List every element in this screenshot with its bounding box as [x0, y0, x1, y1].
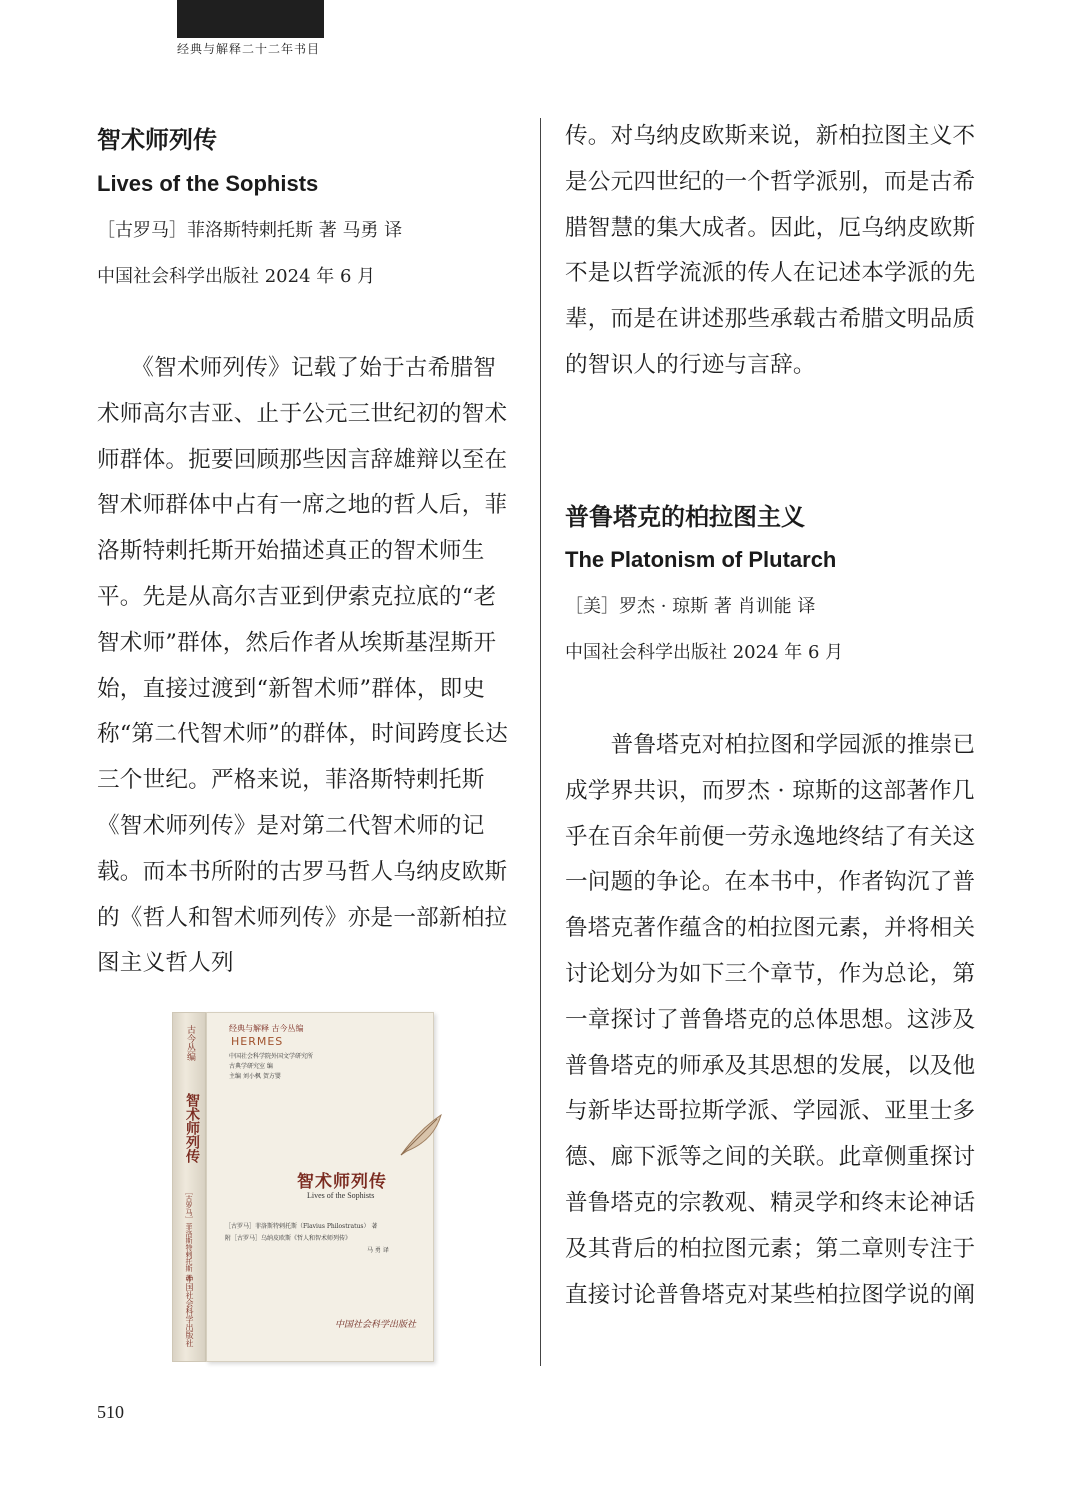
cover-institute-1: 中国社会科学院外国文学研究所 [229, 1053, 314, 1060]
book-title-cn-2: 普鲁塔克的柏拉图主义 [565, 503, 805, 531]
column-divider [540, 118, 541, 1366]
book-front-cover [206, 1012, 434, 1362]
author-translator-line: ［古罗马］菲洛斯特剌托斯 著 马勇 译 [97, 220, 403, 241]
cover-series: 经典与解释 古今丛编 [229, 1024, 304, 1033]
spine-series: 古今丛编 [185, 1025, 195, 1061]
book-cover-image [172, 1012, 434, 1362]
book-description-2: 普鲁塔克对柏拉图和学园派的推崇已成学界共识，而罗杰 · 琼斯的这部著作几乎在百余年前便一劳永逸地终结了有关这一问题的争论。在本书中，作者钩沉了普鲁塔克著作蕴含的柏拉图元素，并将相关讨论划分为如下三个章节，作为总论，第一章探讨了普鲁塔克的总体思想。这涉及普鲁塔克的师承及其思想的发展，以及他与新毕达哥拉斯学派、学园派、亚里士多德、廊下派等之间的关联。此章侧重探讨普鲁塔克的宗教观、精灵学和终末论神话及其背后的柏拉图元素；第二章则专注于直接讨论普鲁塔克对某些柏拉图学说的阐 [565, 732, 976, 1308]
cover-author-line-2: 附［古罗马］乌纳皮欧斯《哲人和智术师列传》 [225, 1235, 352, 1242]
continued-description: 传。对乌纳皮欧斯来说，新柏拉图主义不是公元四世纪的一个哲学派别，而是古希腊智慧的集大成者。因此，厄乌纳皮欧斯不是以哲学流派的传人在记述本学派的先辈，而是在讲述那些承载古希腊文明品质的智识人的行迹与言辞。 [565, 123, 976, 378]
book-spine [172, 1012, 206, 1362]
cover-editors: 主编 刘小枫 贺方婴 [229, 1073, 281, 1080]
book-title-cn: 智术师列传 [97, 126, 217, 154]
cover-publisher: 中国社会科学出版社 [335, 1320, 417, 1330]
page-number: 510 [97, 1402, 124, 1422]
spine-title: 智术师列传 [184, 1093, 200, 1163]
series-header-text: 经典与解释二十二年书目 [177, 42, 321, 56]
cover-hermes-logo: HERMES [231, 1035, 284, 1048]
cover-institute-2: 古典学研究室 编 [229, 1063, 273, 1070]
header-black-block [177, 0, 324, 38]
publisher-date-line-2: 中国社会科学出版社 2024 年 6 月 [565, 642, 844, 663]
spine-author: ［古罗马］菲洛斯特剌托斯 著 [185, 1188, 193, 1282]
cover-title-cn: 智术师列传 [297, 1172, 387, 1192]
cover-translator: 马 勇 译 [367, 1247, 389, 1254]
publisher-date-line: 中国社会科学出版社 2024 年 6 月 [97, 266, 376, 287]
cover-author-line-1: ［古罗马］菲洛斯特剌托斯（Flavius Philostratus） 著 [225, 1223, 378, 1230]
book-description: 《智术师列传》记载了始于古希腊智术师高尔吉亚、止于公元三世纪初的智术师群体。扼要回顾那些因言辞雄辩以至在智术师群体中占有一席之地的哲人后，菲洛斯特剌托斯开始描述真正的智术师生平。先是从高尔吉亚到伊索克拉底的“老智术师”群体，然后作者从埃斯基涅斯开始，直接过渡到“新智术师”群体，即史称“第二代智术师”的群体，时间跨度长达三个世纪。严格来说，菲洛斯特剌托斯《智术师列传》是对第二代智术师的记载。而本书所附的古罗马哲人乌纳皮欧斯的《哲人和智术师列传》亦是一部新柏拉图主义哲人列 [97, 355, 508, 977]
feather-quill-icon [397, 1111, 445, 1159]
book-title-en-2: The Platonism of Plutarch [565, 547, 837, 572]
author-translator-line-2: ［美］罗杰 · 琼斯 著 肖训能 译 [565, 596, 816, 617]
book-title-en: Lives of the Sophists [97, 171, 319, 196]
cover-title-en: Lives of the Sophists [307, 1191, 375, 1200]
spine-publisher: 中国社会科学出版社 [185, 1275, 194, 1347]
